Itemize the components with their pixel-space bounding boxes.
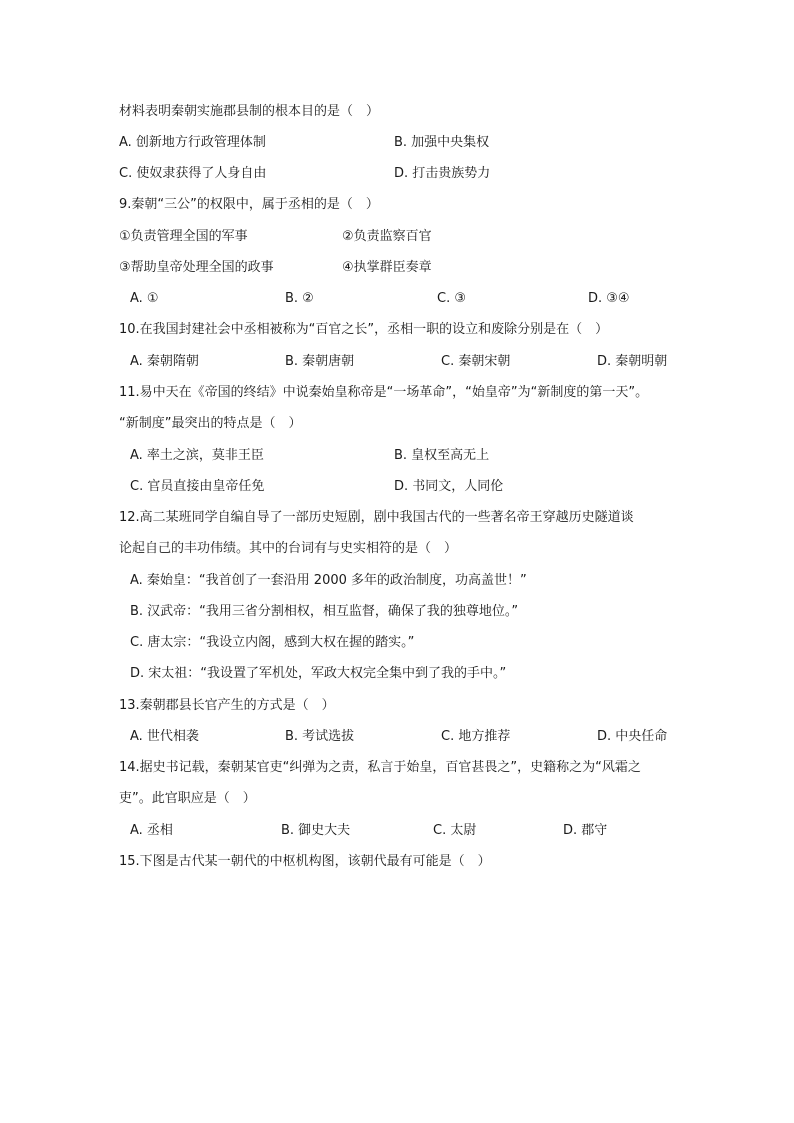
option-c: C. 太尉 bbox=[433, 823, 477, 838]
option-a: A. 世代相袭 bbox=[130, 729, 199, 744]
text: 15.下图是古代某一朝代的中枢机构图，该朝代最有可能是（ ） bbox=[119, 854, 491, 869]
text: 11.易中天在《帝国的终结》中说秦始皇称帝是“一场革命”，“始皇帝”为“新制度的第一天”。 bbox=[119, 385, 649, 400]
option-b: B. 考试选拔 bbox=[285, 729, 355, 744]
option-b: B. ② bbox=[285, 291, 314, 306]
option-a: A. 秦朝隋朝 bbox=[130, 354, 199, 369]
option-b: B. 加强中央集权 bbox=[394, 135, 490, 150]
option-d: D. 中央任命 bbox=[597, 729, 668, 744]
option-b: B. 御史大夫 bbox=[281, 823, 351, 838]
text: 13.秦朝郡县长官产生的方式是（ ） bbox=[119, 698, 335, 713]
option-d: D. 郡守 bbox=[563, 823, 608, 838]
option-c: C. 秦朝宋朝 bbox=[441, 354, 511, 369]
option-d: D. ③④ bbox=[588, 291, 630, 306]
option-d: D. 打击贵族势力 bbox=[394, 166, 491, 181]
option-d: D. 书同文，人同伦 bbox=[394, 479, 504, 494]
text: 9.秦朝“三公”的权限中，属于丞相的是（ ） bbox=[119, 197, 379, 212]
text: 论起自己的丰功伟绩。其中的台词有与史实相符的是（ ） bbox=[119, 541, 458, 556]
text: 吏”。此官职应是（ ） bbox=[119, 791, 256, 806]
text: B. 汉武帝：“我用三省分割相权，相互监督，确保了我的独尊地位。” bbox=[130, 604, 519, 619]
item-1: ①负责管理全国的军事 bbox=[119, 229, 248, 244]
item-2: ②负责监察百官 bbox=[342, 229, 432, 244]
option-a: A. 率土之滨，莫非王臣 bbox=[130, 448, 264, 463]
option-c: C. 使奴隶获得了人身自由 bbox=[119, 166, 267, 181]
text: “新制度”最突出的特点是（ ） bbox=[119, 416, 302, 431]
option-a: A. 丞相 bbox=[130, 823, 173, 838]
option-b: B. 皇权至高无上 bbox=[394, 448, 490, 463]
text: A. 秦始皇：“我首创了一套沿用 2000 多年的政治制度，功高盖世！” bbox=[130, 573, 527, 588]
text: D. 宋太祖：“我设置了军机处，军政大权完全集中到了我的手中。” bbox=[130, 666, 507, 681]
option-c: C. 地方推荐 bbox=[441, 729, 511, 744]
text: 材料表明秦朝实施郡县制的根本目的是（ ） bbox=[119, 104, 380, 119]
item-4: ④执掌群臣奏章 bbox=[342, 260, 432, 275]
option-c: C. ③ bbox=[437, 291, 466, 306]
option-a: A. 创新地方行政管理体制 bbox=[119, 135, 266, 150]
text: 14.据史书记载，秦朝某官吏“纠弹为之责，私言于始皇，百官甚畏之”，史籍称之为“风霜之 bbox=[119, 760, 641, 775]
text: 10.在我国封建社会中丞相被称为“百官之长”，丞相一职的设立和废除分别是在（ ） bbox=[119, 322, 609, 337]
option-d: D. 秦朝明朝 bbox=[597, 354, 668, 369]
option-c: C. 官员直接由皇帝任免 bbox=[130, 479, 265, 494]
option-b: B. 秦朝唐朝 bbox=[285, 354, 355, 369]
item-3: ③帮助皇帝处理全国的政事 bbox=[119, 260, 274, 275]
text: 12.高二某班同学自编自导了一部历史短剧，剧中我国古代的一些著名帝王穿越历史隧道谈 bbox=[119, 510, 634, 525]
text: C. 唐太宗：“我设立内阁，感到大权在握的踏实。” bbox=[130, 635, 415, 650]
option-a: A. ① bbox=[130, 291, 159, 306]
